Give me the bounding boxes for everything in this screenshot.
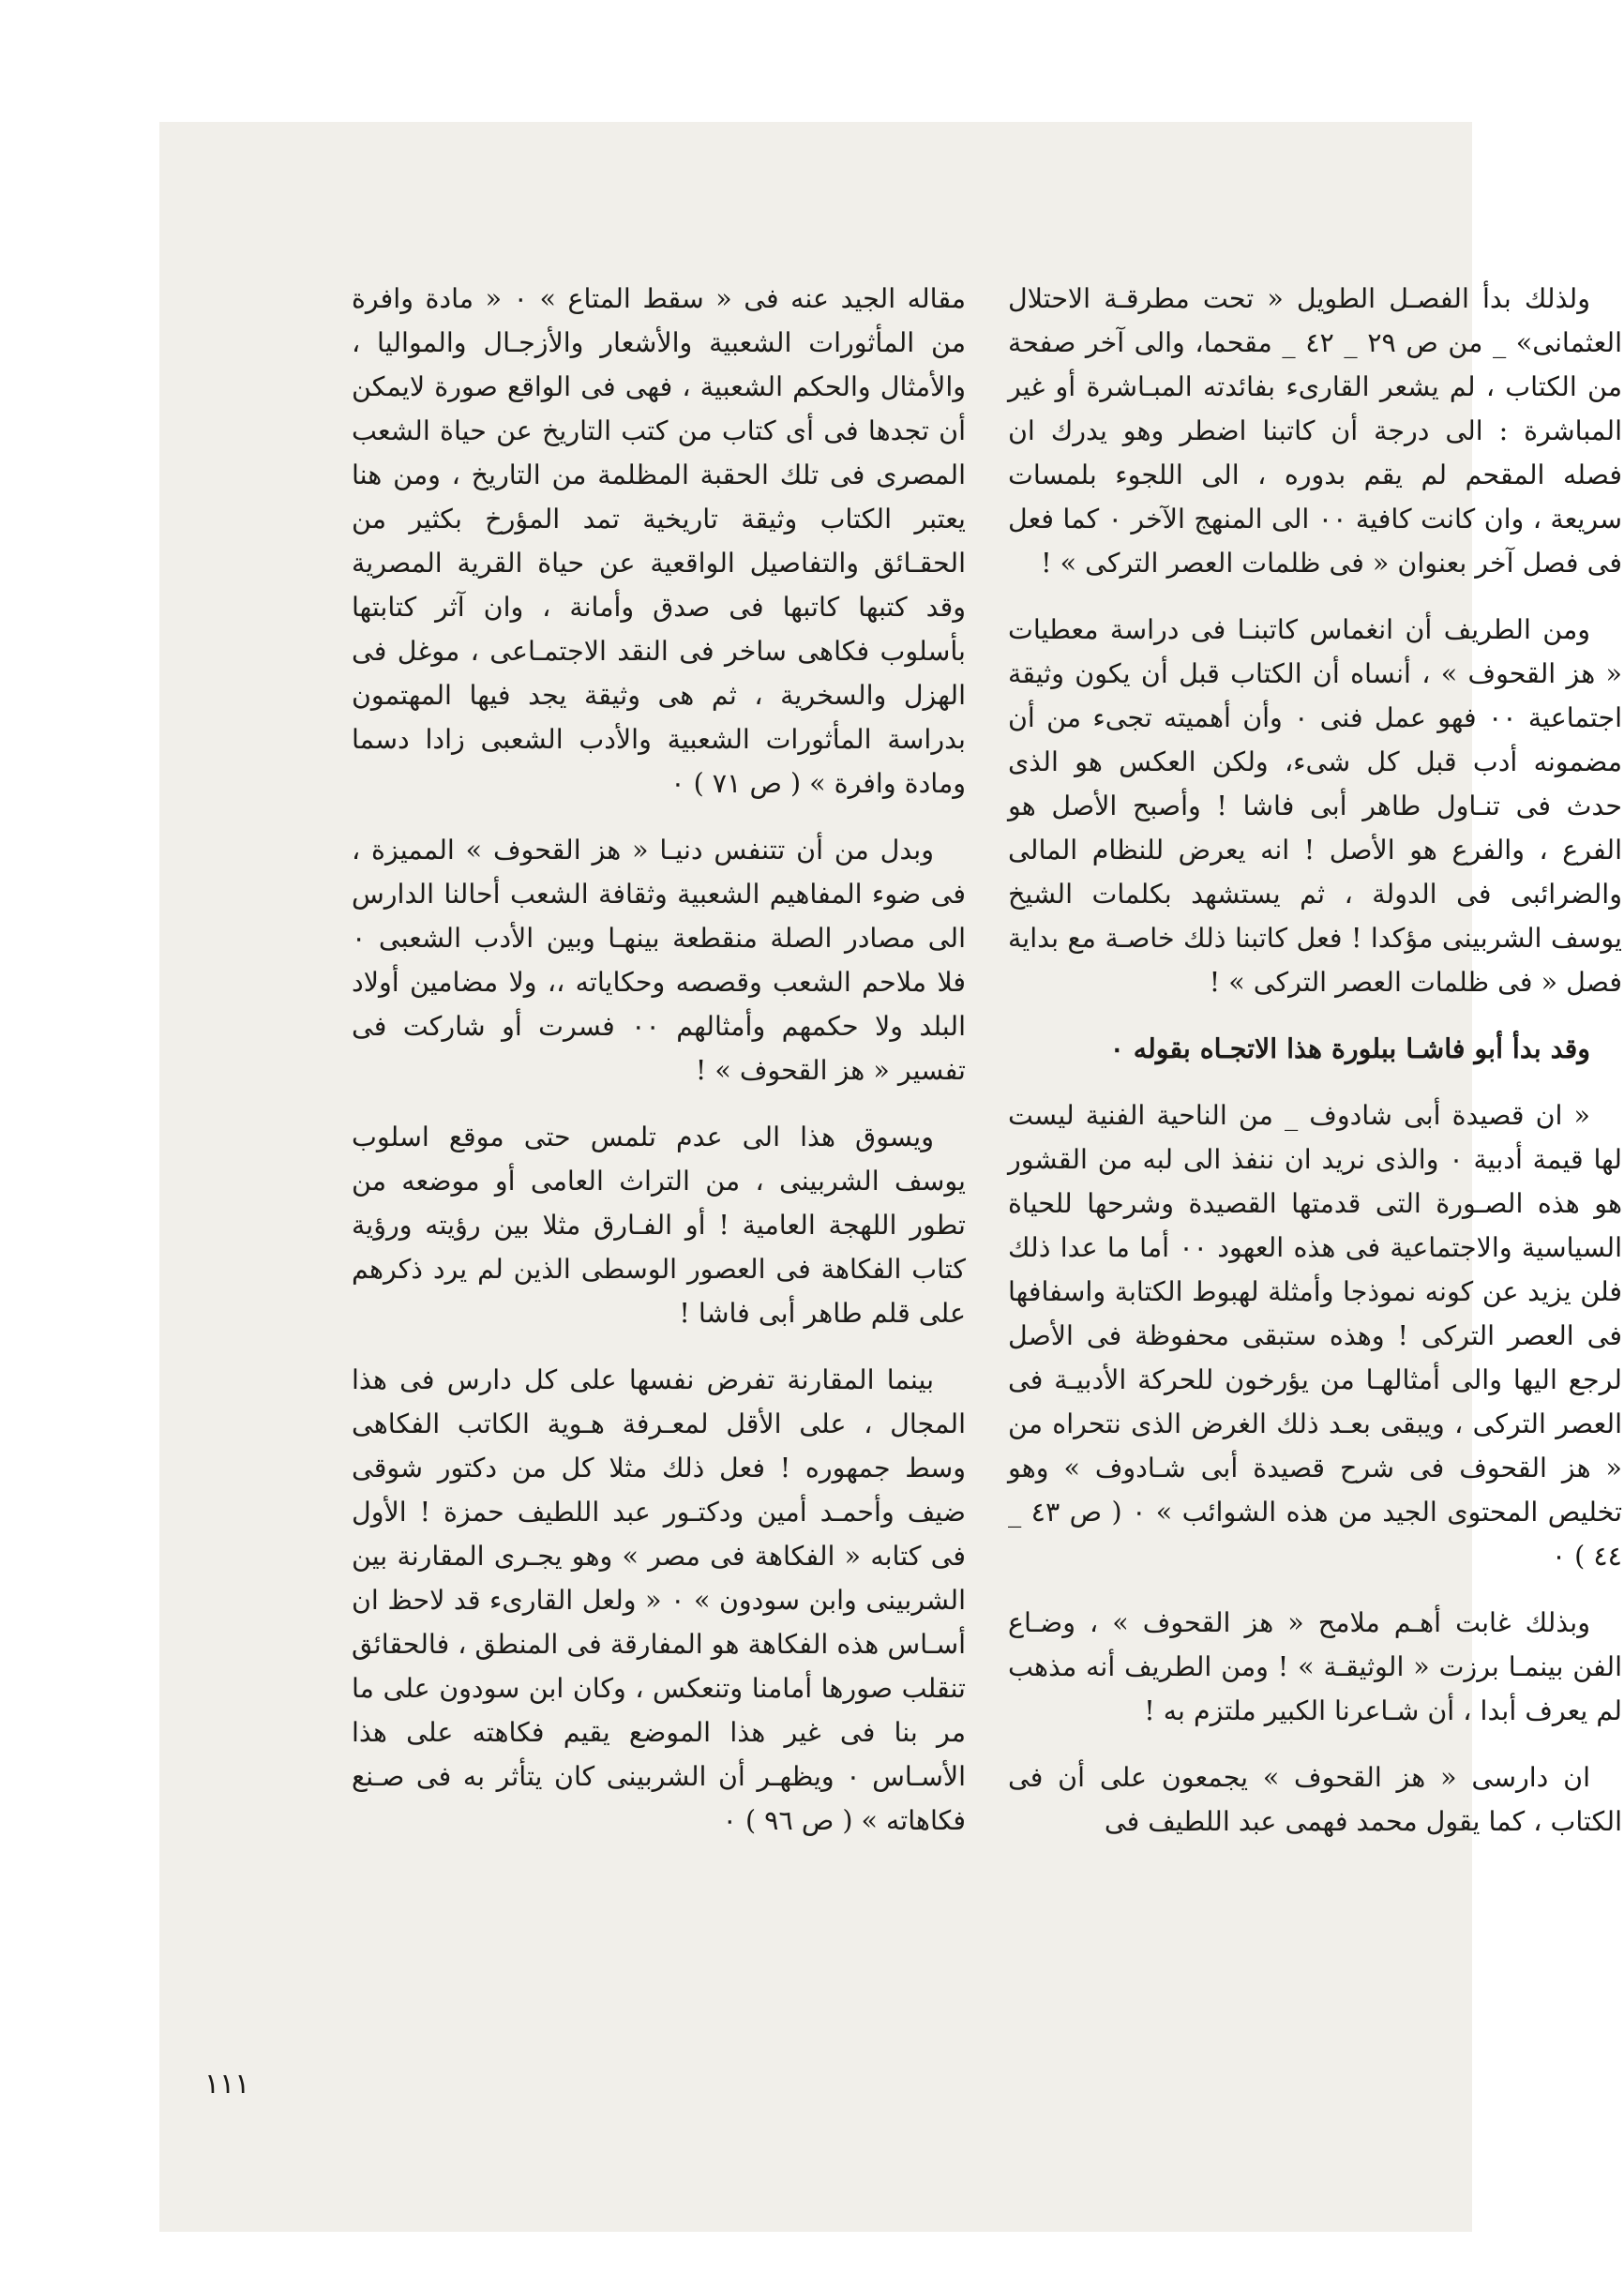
paragraph: وقد بدأ أبو فاشـا ببلورة هذا الاتجـاه بقوله ٠ <box>1109 1032 1590 1064</box>
paragraph: ولذلك بدأ الفصـل الطويل « تحت مطرقـة الاحتلال العثمانى» _ من ص ٢٩ _ ٤٢ _ مقحما، والى آخر صفحة من الكتاب ، لم يشعر القارىء بفائدته المبـاشرة أو غير المباشرة : الى درجة أن كاتبنا اضطر وهو يدرك ان فصله المقحم لم يقم بدوره ، الى اللجوء بلمسات سريعة ، وان كانت كافية ٠٠ الى المنهج الآخر ٠ كما فعل فى فصل آخر بعنوان « فى ظلمات العصر التركى » ! <box>1008 283 1623 579</box>
quote-paragraph: « ان قصيدة أبى شادوف _ من الناحية الفنية ليست لها قيمة أدبية ٠ والذى نريد ان ننفذ الى لبه من القشور هو هذه الصـورة التى قدمتها القصيدة وشرحها للحياة السياسية والاجتماعية فى هذه العهود ٠٠ أما ما عدا ذلك فلن يزيد عن كونه نموذجا وأمثلة لهبوط الكتابة واسفافها فى العصر التركى ! وهذه ستبقى محفوظة فى الأصل لرجع اليها والى أمثالهـا من يؤرخون للحركة الأدبيـة فى العصر التركى ، ويبقى بعـد ذلك الغرض الذى نتحراه من « هز القحوف فى شرح قصيدة أبى شـادوف » وهو تخليص المحتوى الجيد من هذه الشوائب » ٠ ( ص ٤٣ _ ٤٤ ) ٠ <box>1008 1100 1623 1572</box>
paragraph: بينما المقارنة تفرض نفسها على كل دارس فى هذا المجال ، على الأقل لمعـرفة هـوية الكاتب الفكاهى وسط جمهوره ! فعل ذلك مثلا كل من دكتور شوقى ضيف وأحمـد أمين ودكتـور عبد اللطيف حمزة ! الأول فى كتابه « الفكاهة فى مصر » وهو يجـرى المقارنة بين الشربينى وابن سودون » ٠ « ولعل القارىء قد لاحظ ان أسـاس هذه الفكاهة هو المفارقة فى المنطق ، فالحقائق تنقلب صورها أمامنا وتنعكس ، وكان ابن سودون على ما مر بنا فى غير هذا الموضع يقيم فكاهته على هذا الأسـاس ٠ ويظهـر أن الشربينى كان يتأثر به فى صـنع فكاهاته » ( ص ٩٦ ) ٠ <box>352 1364 967 1836</box>
paragraph: وبدل من أن تتنفس دنيـا « هز القحوف » المميزة ، فى ضوء المفاهيم الشعبية وثقافة الشعب أحالنا الدارس الى مصادر الصلة منقطعة بينهـا وبين الأدب الشعبى ٠ فلا ملاحم الشعب وقصصه وحكاياته ،، ولا مضامين أولاد البلد ولا حكمهم وأمثالهم ٠٠ فسرت أو شاركت فى تفسير « هز القحوف » ! <box>352 835 966 1086</box>
paragraph: ومن الطريف أن انغماس كاتبنـا فى دراسة معطيات « هز القحوف » ، أنساه أن الكتاب قبل أن يكون وثيقة اجتماعية ٠٠ فهو عمل فنى ٠ وأن أهميته تجىء من أن مضمونه أدب قبل كل شىء، ولكن العكس هو الذى حدث فى تنـاول طاهر أبى فاشا ! وأصبح الأصل هو الفرع ، والفرع هو الأصل ! انه يعرض للنظام المالى والضرائبى فى الدولة ، ثم يستشهد بكلمات الشيخ يوسف الشربينى مؤكدا ! فعل كاتبنا ذلك خاصـة مع بداية فصل « فى ظلمات العصر التركى » ! <box>1008 614 1622 998</box>
paragraph: ويسوق هذا الى عدم تلمس حتى موقع اسلوب يوسف الشربينى ، من التراث العامى أو موضعه من تطور اللهجة العامية ! أو الفـارق مثلا بين رؤيته ورؤية كتاب الفكاهة فى العصور الوسطى الذين لم يرد ذكرهم على قلم طاهر أبى فاشا ! <box>352 1122 966 1329</box>
left-column <box>352 277 966 1865</box>
paragraph: ان دارسى « هز القحوف » يجمعون على أن فى الكتاب ، كما يقول محمد فهمى عبد اللطيف فى <box>1008 1762 1622 1837</box>
quote-paragraph: مقاله الجيد عنه فى « سقط المتاع » ٠ « مادة وافرة من المأثورات الشعبية والأشعار والأزجـال والمواليا ، والأمثال والحكم الشعبية ، فهى فى الواقع صورة لايمكن أن تجدها فى أى كتاب من كتب التاريخ عن حياة الشعب المصرى فى تلك الحقبة المظلمة من التاريخ ، ومن هنا يعتبر الكتاب وثيقة تاريخية تمد المؤرخ بكثير من الحقـائق والتفاصيل الواقعية عن حياة القرية المصرية وقد كتبها كاتبها فى صدق وأمانة ، وان آثر كتابتها بأسلوب فكاهى ساخر فى النقد الاجتمـاعى ، موغل فى الهزل والسخرية ، ثم هى وثيقة يجد فيها المهتمون بدراسة المأثورات الشعبية والأدب الشعبى زادا دسما ومادة وافرة » ( ص ٧١ ) ٠ <box>352 283 967 799</box>
right-column <box>1008 277 1622 1866</box>
page-number: ١١١ <box>204 2068 250 2101</box>
paragraph: وبذلك غابت أهـم ملامح « هز القحوف » ، وضـاع الفن بينمـا برزت « الوثيقـة » ! ومن الطريف أنه مذهب لم يعرف أبدا ، أن شـاعرنا الكبير ملتزم به ! <box>1008 1607 1622 1726</box>
page-sheet <box>159 122 1623 2232</box>
